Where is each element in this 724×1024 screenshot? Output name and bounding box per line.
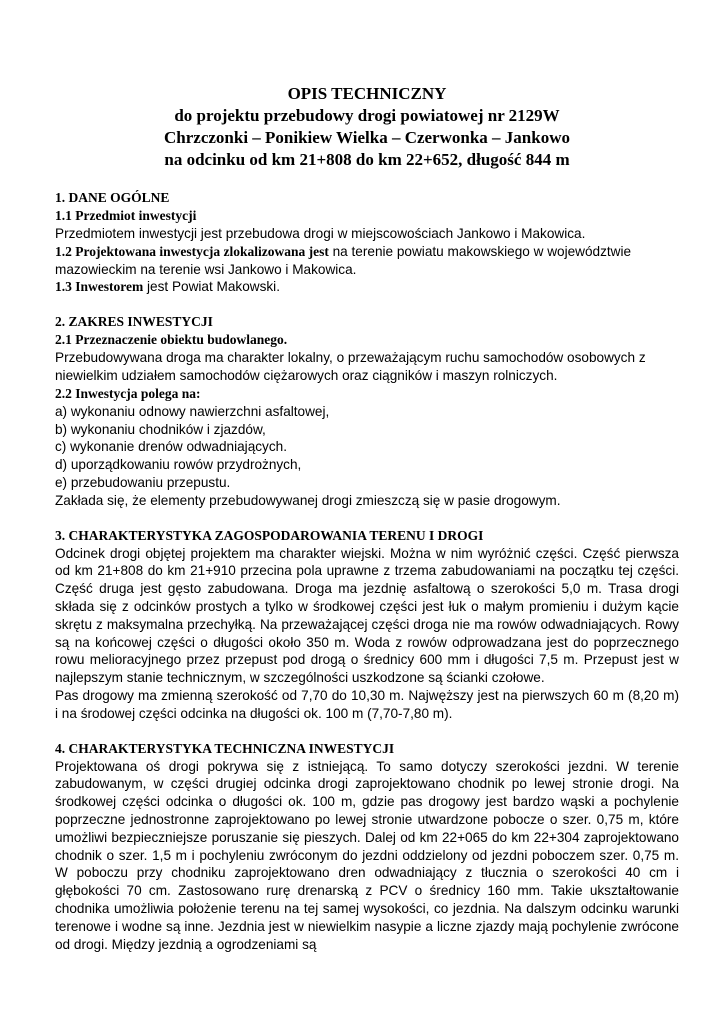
section-2-closing: Zakłada się, że elementy przebudowywanej drogi zmieszczą się w pasie drogowym. — [55, 492, 561, 508]
document-title — [55, 83, 679, 171]
section-1 — [55, 189, 679, 296]
subsection-2-1-heading: 2.1 Przeznaczenie obiektu budowlanego. — [55, 332, 288, 348]
section-1-heading: 1. DANE OGÓLNE — [55, 190, 170, 205]
section-4-heading: 4. CHARAKTERYSTYKA TECHNICZNA INWESTYCJI — [55, 740, 395, 756]
subsection-2-2-heading: 2.2 Inwestycja polega na: — [55, 385, 201, 401]
section-3-paragraph-2: Pas drogowy ma zmienną szerokość od 7,70 do 10,30 m. Najwęższy jest na pierwszych 60 m (8,20 m) i na środowej części odcinka na długości ok. 100 m (7,70-7,80 m). — [55, 687, 679, 721]
section-3 — [55, 527, 679, 723]
title-line-1: OPIS TECHNICZNY — [287, 84, 447, 103]
section-4-paragraph-1: Projektowana oś drogi pokrywa się z istniejącą. To samo dotyczy szerokości jezdni. W terenie zabudowanym, w części drugiej odcinka drogi zaprojektowano chodnik po lewej stronie drogi. Na środkowej części odcinka o długości ok. 100 m, gdzie pas drogowy jest bardzo wąski a pochylenie poprzeczne jednostronne zaprojektowano po lewej stronie utwardzone pobocze o szer. 0,75 m, które umożliwi bezpieczniejsze poruszanie się pieszych. Dalej od km 22+065 do km 22+304 zaprojektowano chodnik o szer. 1,5 m i pochyleniu zwróconym do jezdni oddzielony od jezdni poboczem szer. 0,75 m. W poboczu przy chodniku zaprojektowano dren odwadniający z tłucznia o szerokości 40 cm i głębokości 70 cm. Zastosowano rurę drenarską z PCV o średnicy 160 mm. Takie ukształtowanie chodnika umożliwia położenie terenu na tej samej wysokości, co jezdnia. Na dalszym odcinku warunki terenowe i wodne są inne. Jezdnia jest w niewielkim nasypie a liczne zjazdy mają pochylenie zwrócone od drogi. Między jezdnią a ogrodzeniami są — [55, 758, 679, 952]
list-item: d) uporządkowaniu rowów przydrożnych, — [55, 457, 302, 473]
subsection-1-2 — [55, 243, 679, 279]
list-item: c) wykonanie drenów odwadniających. — [55, 439, 287, 455]
list-item: b) wykonaniu chodników i zjazdów, — [55, 421, 266, 437]
subsection-1-2-lead: 1.2 Projektowana inwestycja zlokalizowana jest — [55, 243, 329, 259]
subsection-1-3-lead: 1.3 Inwestorem — [55, 279, 144, 295]
subsection-1-3-text: jest Powiat Makowski. — [143, 279, 280, 295]
subsection-1-1-heading: 1.1 Przedmiot inwestycji — [55, 208, 197, 223]
section-2 — [55, 313, 679, 509]
subsection-2-1-text: Przebudowywana droga ma charakter lokalny, o przeważającym ruchu samochodów osobowych z niewielkim udziałem samochodów ciężarowych oraz ciągników i maszyn rolniczych. — [55, 350, 646, 383]
subsection-1-2-text: na terenie powiatu makowskiego w województwie mazowieckim na terenie wsi Jankowo i Makowica. — [55, 243, 632, 277]
title-line-3: Chrzczonki – Ponikiew Wielka – Czerwonka – Jankowo — [164, 128, 570, 147]
section-2-heading: 2. ZAKRES INWESTYCJI — [55, 314, 213, 330]
list-item: a) wykonaniu odnowy nawierzchni asfaltowej, — [55, 403, 330, 419]
list-item: e) przebudowaniu przepustu. — [55, 474, 231, 490]
subsection-1-3 — [55, 278, 679, 296]
subsection-1-1-text: Przedmiotem inwestycji jest przebudowa drogi w miejscowościach Jankowo i Makowica. — [55, 226, 586, 241]
section-4 — [55, 740, 679, 954]
scope-list — [55, 403, 679, 492]
section-3-heading: 3. CHARAKTERYSTYKA ZAGOSPODAROWANIA TERENU I DROGI — [55, 527, 484, 543]
section-3-paragraph-1: Odcinek drogi objętej projektem ma charakter wiejski. Można w nim wyróżnić części. Część pierwsza od km 21+808 do km 21+910 przecina pola uprawne z trzema zabudowaniami na początku tej części. Część druga jest gęsto zabudowana. Droga ma jezdnię asfaltową o szerokości 5,0 m. Trasa drogi składa się z odcinków prostych a tylko w środkowej części jest łuk o małym promieniu i dużym kącie skrętu z maksymalna przechyłką. Na przeważającej części droga nie ma rowów odwadniających. Rowy są na końcowej części o długości około 350 m. Woda z rowów odprowadzana jest do poprzecznego rowu melioracyjnego przez przepust pod drogą o średnicy 600 mm i długości 7,5 m. Przepust jest w najlepszym stanie technicznym, w szczególności uszkodzone są ścianki czołowe. — [55, 545, 679, 686]
title-line-4: na odcinku od km 21+808 do km 22+652, długość 844 m — [164, 150, 570, 169]
title-line-2: do projektu przebudowy drogi powiatowej nr 2129W — [174, 106, 560, 125]
